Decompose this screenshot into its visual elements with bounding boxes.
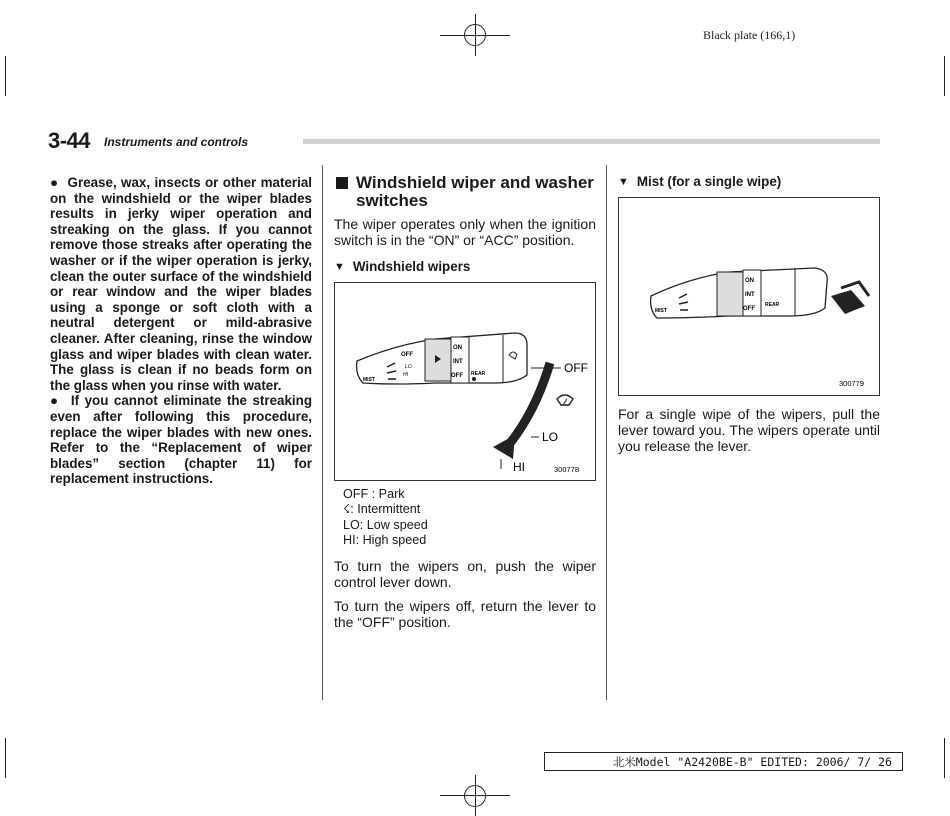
- lever-label-off-rear: OFF: [451, 373, 463, 379]
- lever-label-mist: MIST: [363, 377, 375, 383]
- legend-lo: LO: Low speed: [343, 517, 428, 532]
- subheading-windshield-wipers: [334, 259, 596, 274]
- mist-lever-illustration: [619, 198, 879, 395]
- footer-text: 北米Model "A2420BE-B" EDITED: 2006/ 7/ 26: [612, 755, 892, 769]
- lever-label-hi: HI: [403, 372, 408, 378]
- subheading-text: Windshield wipers: [352, 259, 471, 274]
- bullet-text: Grease, wax, insects or other material on the windshield or the wiper blades results in jerky wiper operation and streaking on the glass. If you cannot remove those streaks after operating the washer or if the wiper operation is jerky, clean the outer surface of the windshield or rear window and the wiper blades using a sponge or soft cloth with a neutral detergent or mild-abrasive cleaner. After cleaning, rinse the window glass and wiper blades with clean water. The glass is clean if no beads form on the glass when you rinse with water.: [50, 175, 312, 393]
- lever-label-off: OFF: [743, 306, 755, 312]
- registration-circle-bottom: [464, 785, 486, 807]
- crop-mark-left-top: [5, 56, 6, 96]
- position-label-hi: HI: [513, 460, 525, 474]
- triangle-down-icon: ▼: [334, 260, 345, 273]
- position-label-lo: LO: [542, 430, 559, 444]
- lever-label-int: INT: [453, 359, 463, 365]
- plate-label: Black plate (166,1): [703, 28, 796, 42]
- subheading-text: Mist (for a single wipe): [636, 174, 782, 189]
- subheading-mist: [618, 174, 880, 189]
- crop-mark-right-top: [944, 56, 945, 96]
- paragraph-mist: For a single wipe of the wipers, pull the lever toward you. The wipers operate until you release the lever.: [618, 406, 880, 454]
- page-number: 3-44: [48, 128, 91, 153]
- bullet-text: If you cannot eliminate the streaking even after following this procedure, replace the wiper blades with new ones. Refer to the “Replacement of wiper blades” section (chapter 11) for replacement instructions.: [50, 393, 313, 487]
- lever-label-rear: REAR: [471, 371, 486, 377]
- bullet-icon: ●: [50, 175, 68, 190]
- column-mist: [618, 174, 880, 462]
- lever-label-on: ON: [745, 278, 754, 284]
- header-rule: [303, 139, 880, 144]
- section-title-text: Windshield wiper and washer switches: [356, 173, 594, 210]
- column-divider: [606, 165, 607, 700]
- legend-int: [343, 502, 596, 517]
- position-legend: [343, 487, 596, 548]
- square-bullet-icon: [336, 177, 348, 189]
- intro-text: The wiper operates only when the ignition switch is in the “ON” or “ACC” position.: [334, 216, 596, 248]
- legend-hi: HI: High speed: [343, 532, 427, 547]
- lever-label-rear: REAR: [765, 302, 780, 308]
- figure-wiper-lever: [334, 282, 596, 481]
- bullet-item: [50, 175, 312, 393]
- column-warnings: [50, 175, 312, 487]
- position-label-off: OFF: [564, 361, 588, 375]
- page-header: [48, 128, 880, 152]
- section-name: Instruments and controls: [104, 135, 249, 149]
- figure-mist-lever: [618, 197, 880, 396]
- lever-label-on: ON: [453, 345, 462, 351]
- lever-label-off: OFF: [401, 352, 413, 358]
- section-title: [334, 174, 596, 210]
- paragraph-turn-off: To turn the wipers off, return the lever to the “OFF” position.: [334, 598, 596, 631]
- crop-mark-left-bottom: [5, 738, 6, 778]
- column-divider: [322, 165, 323, 700]
- lever-label-mist: MIST: [655, 308, 667, 314]
- figure-id: 300779: [839, 379, 865, 388]
- lever-label-lo: LO: [405, 364, 412, 370]
- bullet-icon: ●: [50, 393, 71, 409]
- legend-int-text: : Intermittent: [350, 502, 421, 517]
- registration-circle-top: [464, 24, 486, 46]
- lever-label-int: INT: [745, 292, 755, 298]
- intermittent-icon: ☇: [343, 502, 351, 517]
- footer-edit-info: [544, 752, 903, 771]
- wiper-lever-illustration: [335, 283, 595, 480]
- legend-off: OFF : Park: [343, 487, 405, 501]
- crop-mark-right-bottom: [944, 738, 945, 778]
- triangle-down-icon: ▼: [618, 175, 629, 188]
- column-wiper-switches: [334, 174, 596, 638]
- bullet-item: [50, 393, 312, 487]
- figure-id: 300778: [554, 465, 580, 474]
- paragraph-turn-on: To turn the wipers on, push the wiper control lever down.: [334, 558, 596, 591]
